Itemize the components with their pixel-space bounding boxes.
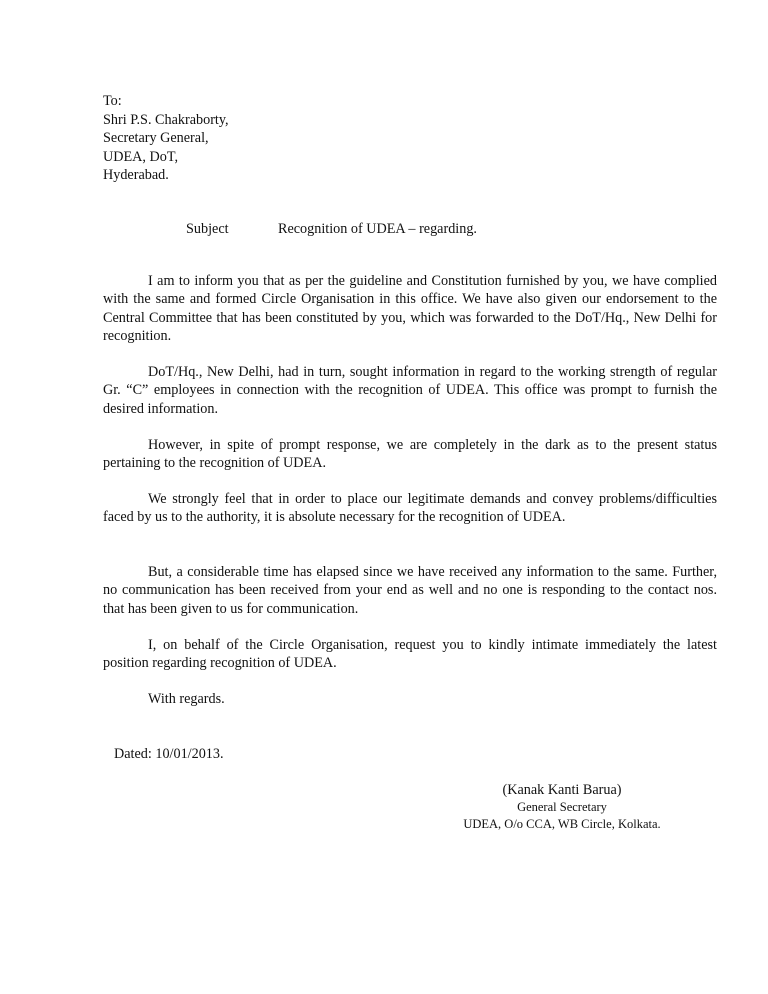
- body-paragraph-3: However, in spite of prompt response, we are completely in the dark as to the present status pertaining to the recognition of UDEA.: [103, 437, 717, 472]
- address-city: Hyderabad.: [103, 167, 169, 183]
- body-paragraph-4: We strongly feel that in order to place our legitimate demands and convey problems/difficulties faced by us to the authority, it is absolute necessary for the recognition of UDEA.: [103, 491, 717, 526]
- address-recipient-name: Shri P.S. Chakraborty,: [103, 111, 229, 128]
- body-paragraph-2: DoT/Hq., New Delhi, had in turn, sought information in regard to the working strength of regular Gr. “C” employees in connection with the recognition of UDEA. This office was prompt to furnish the desired information.: [103, 364, 717, 417]
- signature-block: [430, 781, 694, 832]
- address-to: To:: [103, 93, 122, 109]
- address-recipient-title: Secretary General,: [103, 130, 209, 146]
- body-paragraph-6: I, on behalf of the Circle Organisation, request you to kindly intimate immediately the latest position regarding recognition of UDEA.: [103, 637, 717, 672]
- closing-regards: With regards.: [148, 691, 225, 707]
- subject-label: Subject: [186, 221, 229, 237]
- recipient-address: [103, 92, 229, 185]
- body-paragraph-5: But, a considerable time has elapsed since we have received any information to the same. Further, no communication has been received from your end as well and no one is responding to the contact nos. that has been given to us for communication.: [103, 564, 717, 617]
- letter-date: Dated: 10/01/2013.: [114, 746, 224, 762]
- signatory-name: (Kanak Kanti Barua): [502, 782, 622, 798]
- signatory-organisation: UDEA, O/o CCA, WB Circle, Kolkata.: [463, 816, 661, 831]
- subject-text: Recognition of UDEA – regarding.: [278, 221, 477, 237]
- body-paragraph-1: I am to inform you that as per the guideline and Constitution furnished by you, we have complied with the same and formed Circle Organisation in this office. We have also given our endorsement to the Central Committee that has been constituted by you, which was forwarded to the DoT/Hq., New Delhi for recognition.: [103, 273, 717, 344]
- address-organisation: UDEA, DoT,: [103, 148, 178, 165]
- signatory-title: General Secretary: [517, 800, 607, 814]
